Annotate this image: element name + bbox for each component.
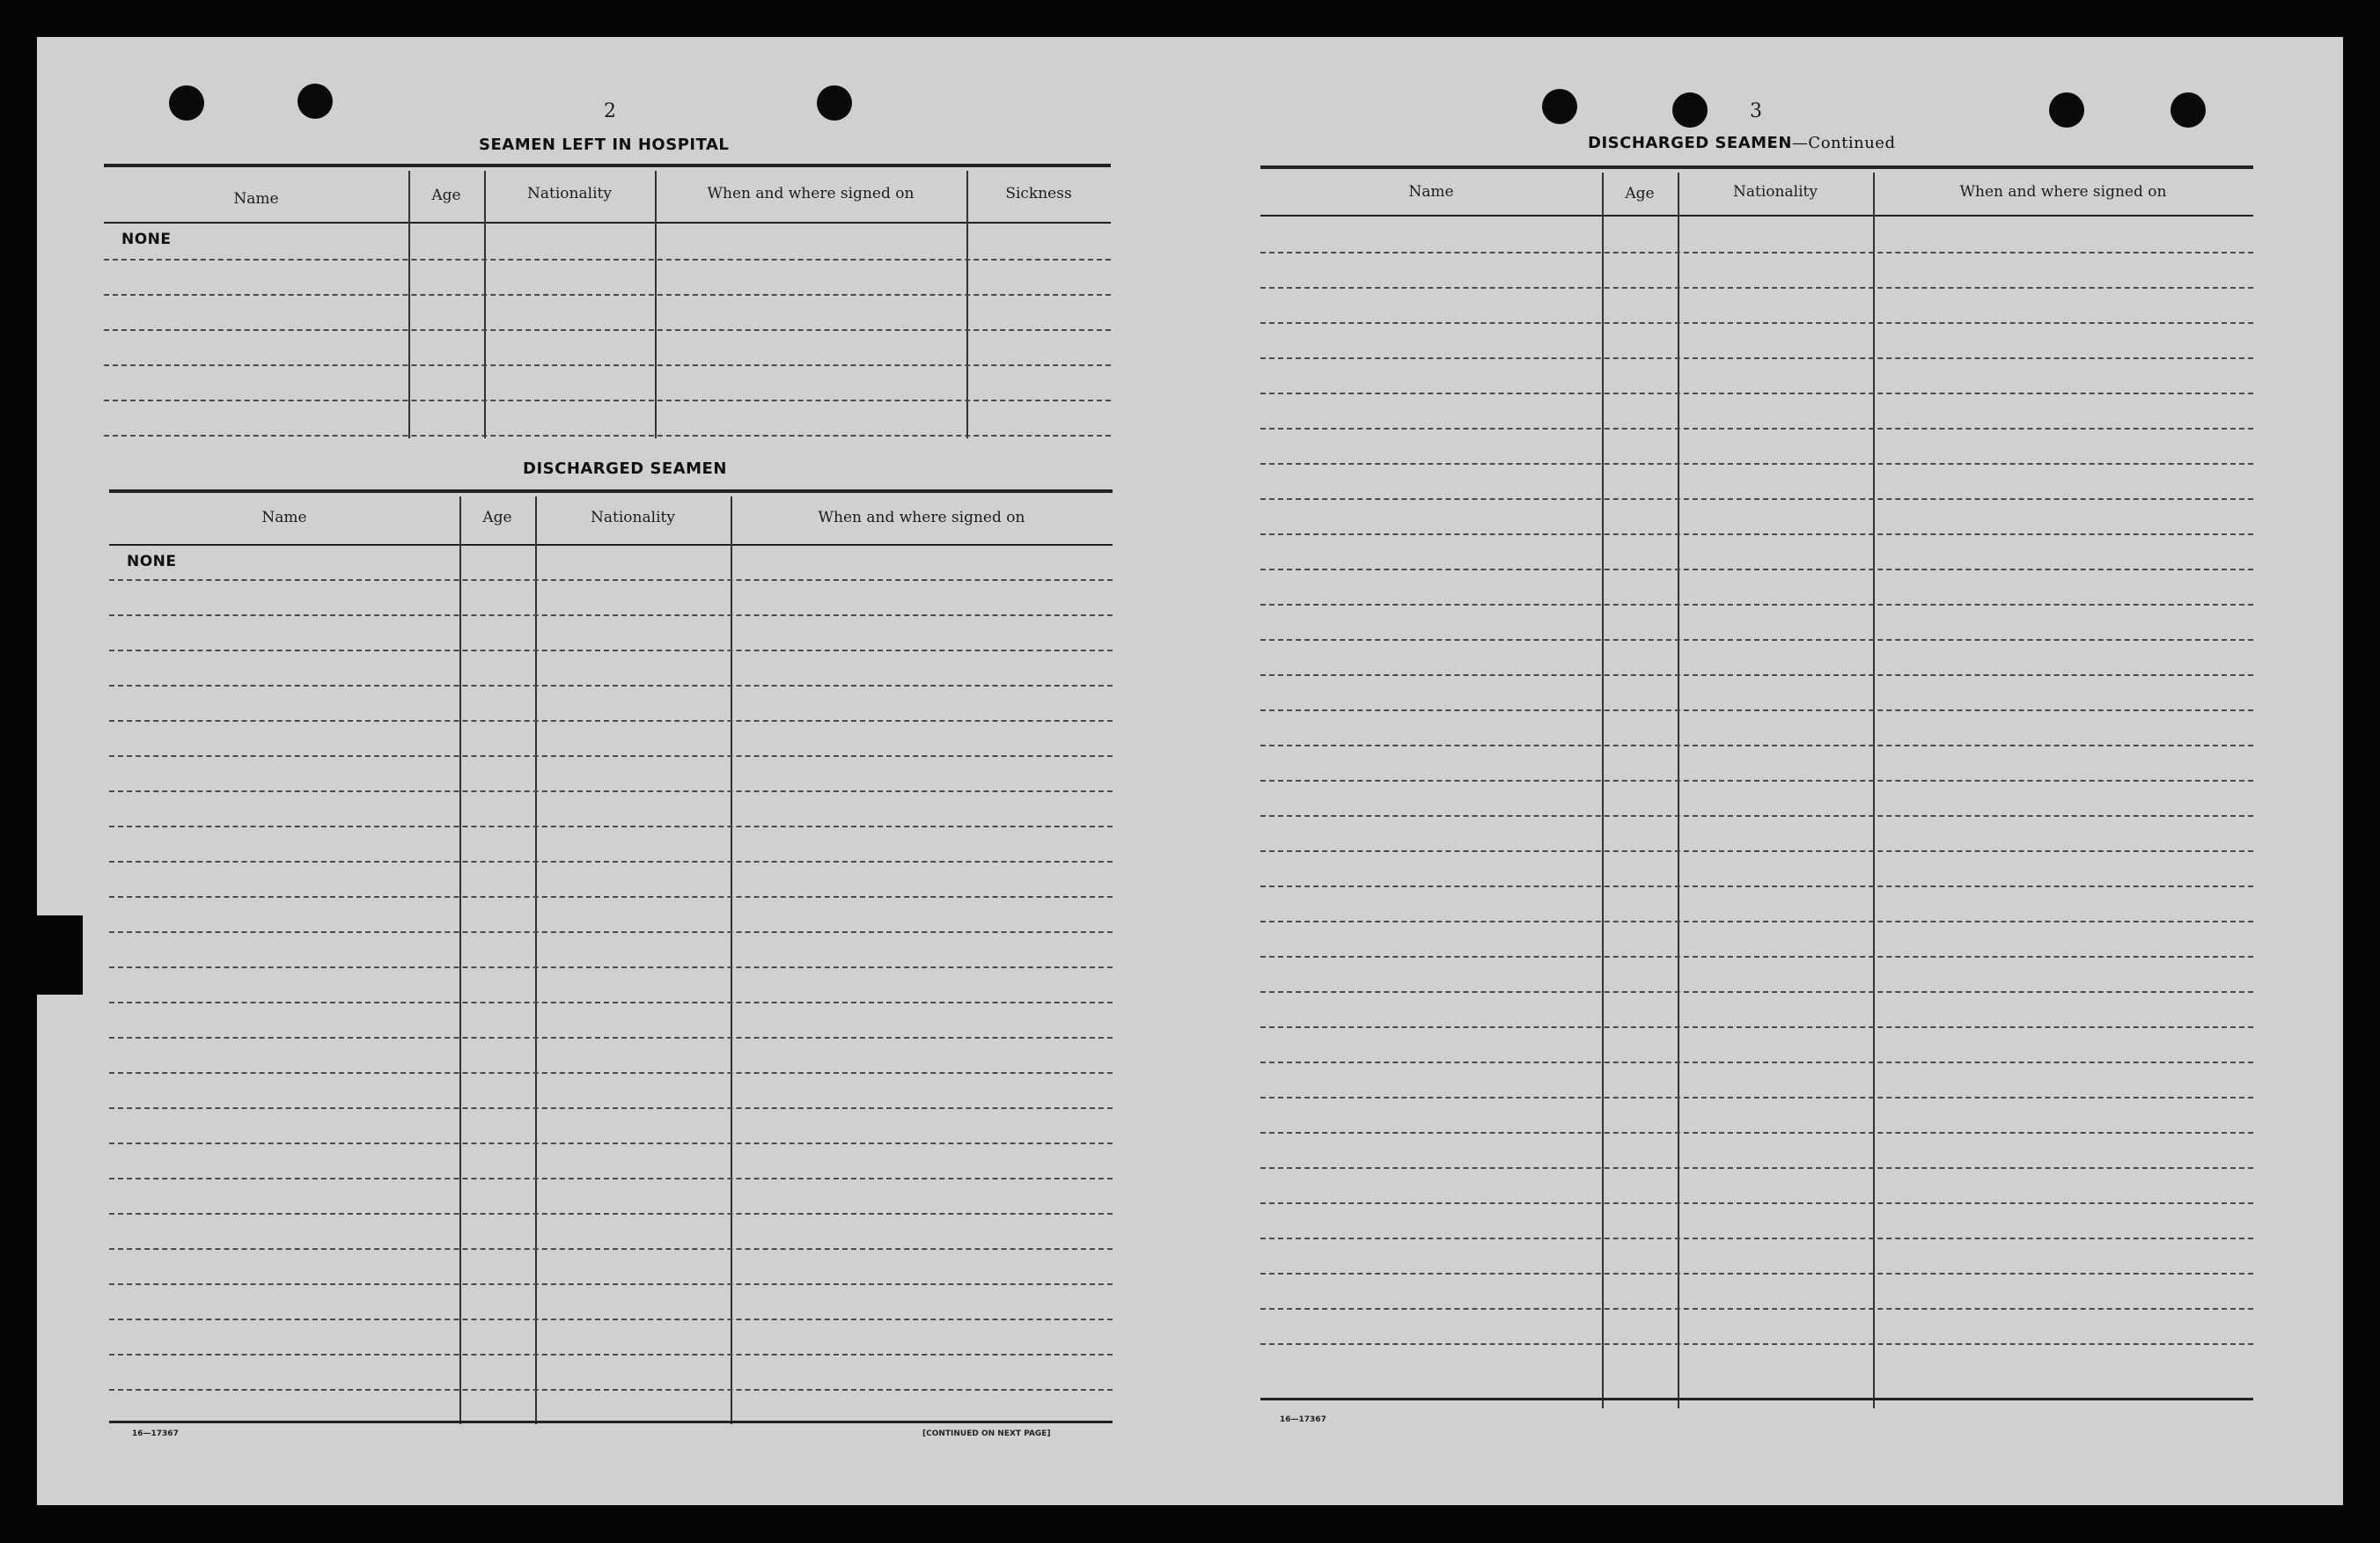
continued-suffix: —Continued xyxy=(1791,134,1896,152)
table-row xyxy=(109,896,1113,898)
torn-corner xyxy=(37,915,83,995)
table-row xyxy=(1260,1062,2253,1063)
table-row xyxy=(1260,533,2253,535)
punch-hole xyxy=(169,85,204,121)
table-row xyxy=(1260,1238,2253,1239)
table-row xyxy=(109,1389,1113,1391)
table-row xyxy=(104,435,1111,437)
discharged-section-title: DISCHARGED SEAMEN xyxy=(523,459,727,478)
table-row xyxy=(1260,1167,2253,1169)
table-row xyxy=(1260,1202,2253,1204)
table-row xyxy=(109,1283,1113,1285)
table-row xyxy=(1260,393,2253,394)
table-row xyxy=(104,294,1111,296)
table-row xyxy=(104,400,1111,401)
table-row xyxy=(1260,1132,2253,1134)
discharged-title-text: DISCHARGED SEAMEN xyxy=(1588,134,1792,152)
punch-hole xyxy=(1672,92,1708,128)
continued-note: [CONTINUED ON NEXT PAGE] xyxy=(922,1429,1051,1438)
table-row xyxy=(1260,604,2253,606)
table-row xyxy=(1260,709,2253,711)
form-number: 16—17367 xyxy=(132,1429,179,1438)
punch-hole xyxy=(1542,89,1577,124)
column-header-nationality: Nationality xyxy=(591,509,675,526)
punch-hole xyxy=(298,84,333,119)
table-row xyxy=(109,966,1113,968)
column-header-nationality: Nationality xyxy=(527,185,612,202)
table-row xyxy=(1260,1026,2253,1028)
table-row xyxy=(109,1213,1113,1215)
column-header-age: Age xyxy=(431,187,461,204)
table-row xyxy=(109,826,1113,827)
table-row xyxy=(104,364,1111,366)
column-header-name: Name xyxy=(261,509,307,526)
table-row xyxy=(109,1178,1113,1179)
table-row xyxy=(104,259,1111,261)
column-header-age: Age xyxy=(1625,185,1655,202)
column-header-age: Age xyxy=(482,509,512,526)
table-row xyxy=(1260,463,2253,465)
table-row xyxy=(109,579,1113,581)
table-row xyxy=(1260,569,2253,570)
table-row xyxy=(1260,674,2253,676)
column-header-signed-on: When and where signed on xyxy=(1959,183,2167,201)
table-row xyxy=(109,1143,1113,1144)
table-row xyxy=(109,1248,1113,1250)
table-row xyxy=(109,1072,1113,1074)
table-row xyxy=(109,861,1113,863)
discharged-table xyxy=(109,489,1113,1424)
table-row xyxy=(109,755,1113,757)
table-row xyxy=(104,329,1111,331)
table-row xyxy=(1260,780,2253,782)
hospital-table xyxy=(104,164,1111,438)
table-cell-name: NONE xyxy=(121,231,172,248)
table-row xyxy=(1260,639,2253,641)
table-row xyxy=(109,685,1113,687)
table-row xyxy=(1260,498,2253,500)
table-row xyxy=(1260,252,2253,253)
table-row xyxy=(109,614,1113,616)
table-row xyxy=(1260,991,2253,993)
table-row xyxy=(109,931,1113,933)
discharged-continued-table xyxy=(1260,165,2253,1408)
column-header-sickness: Sickness xyxy=(1005,185,1072,202)
table-row xyxy=(1260,956,2253,958)
table-row xyxy=(1260,1308,2253,1310)
form-number: 16—17367 xyxy=(1280,1415,1326,1424)
table-row xyxy=(109,1002,1113,1003)
discharged-continued-title xyxy=(1588,134,1895,152)
table-row xyxy=(1260,1273,2253,1275)
table-row xyxy=(1260,815,2253,817)
table-row xyxy=(1260,287,2253,289)
punch-hole xyxy=(2171,92,2206,128)
page-number: 2 xyxy=(604,100,616,122)
column-header-nationality: Nationality xyxy=(1733,183,1818,201)
table-cell-name: NONE xyxy=(127,553,177,570)
table-row xyxy=(1260,428,2253,430)
table-row xyxy=(1260,745,2253,746)
table-row xyxy=(1260,1343,2253,1345)
column-header-signed-on: When and where signed on xyxy=(707,185,915,202)
page-number: 3 xyxy=(1750,100,1762,122)
table-row xyxy=(109,650,1113,651)
table-row xyxy=(109,1354,1113,1356)
punch-hole xyxy=(2049,92,2084,128)
table-row xyxy=(109,1319,1113,1320)
table-row xyxy=(1260,850,2253,852)
punch-hole xyxy=(817,85,852,121)
hospital-section-title: SEAMEN LEFT IN HOSPITAL xyxy=(479,136,730,154)
table-row xyxy=(1260,322,2253,324)
table-row xyxy=(1260,1097,2253,1098)
table-row xyxy=(109,720,1113,722)
column-header-name: Name xyxy=(233,190,279,208)
column-header-name: Name xyxy=(1408,183,1454,201)
column-header-signed-on: When and where signed on xyxy=(818,509,1025,526)
table-row xyxy=(1260,885,2253,887)
table-row xyxy=(1260,921,2253,922)
table-row xyxy=(109,1037,1113,1039)
table-row xyxy=(1260,357,2253,359)
table-row xyxy=(109,790,1113,792)
table-row xyxy=(109,1107,1113,1109)
